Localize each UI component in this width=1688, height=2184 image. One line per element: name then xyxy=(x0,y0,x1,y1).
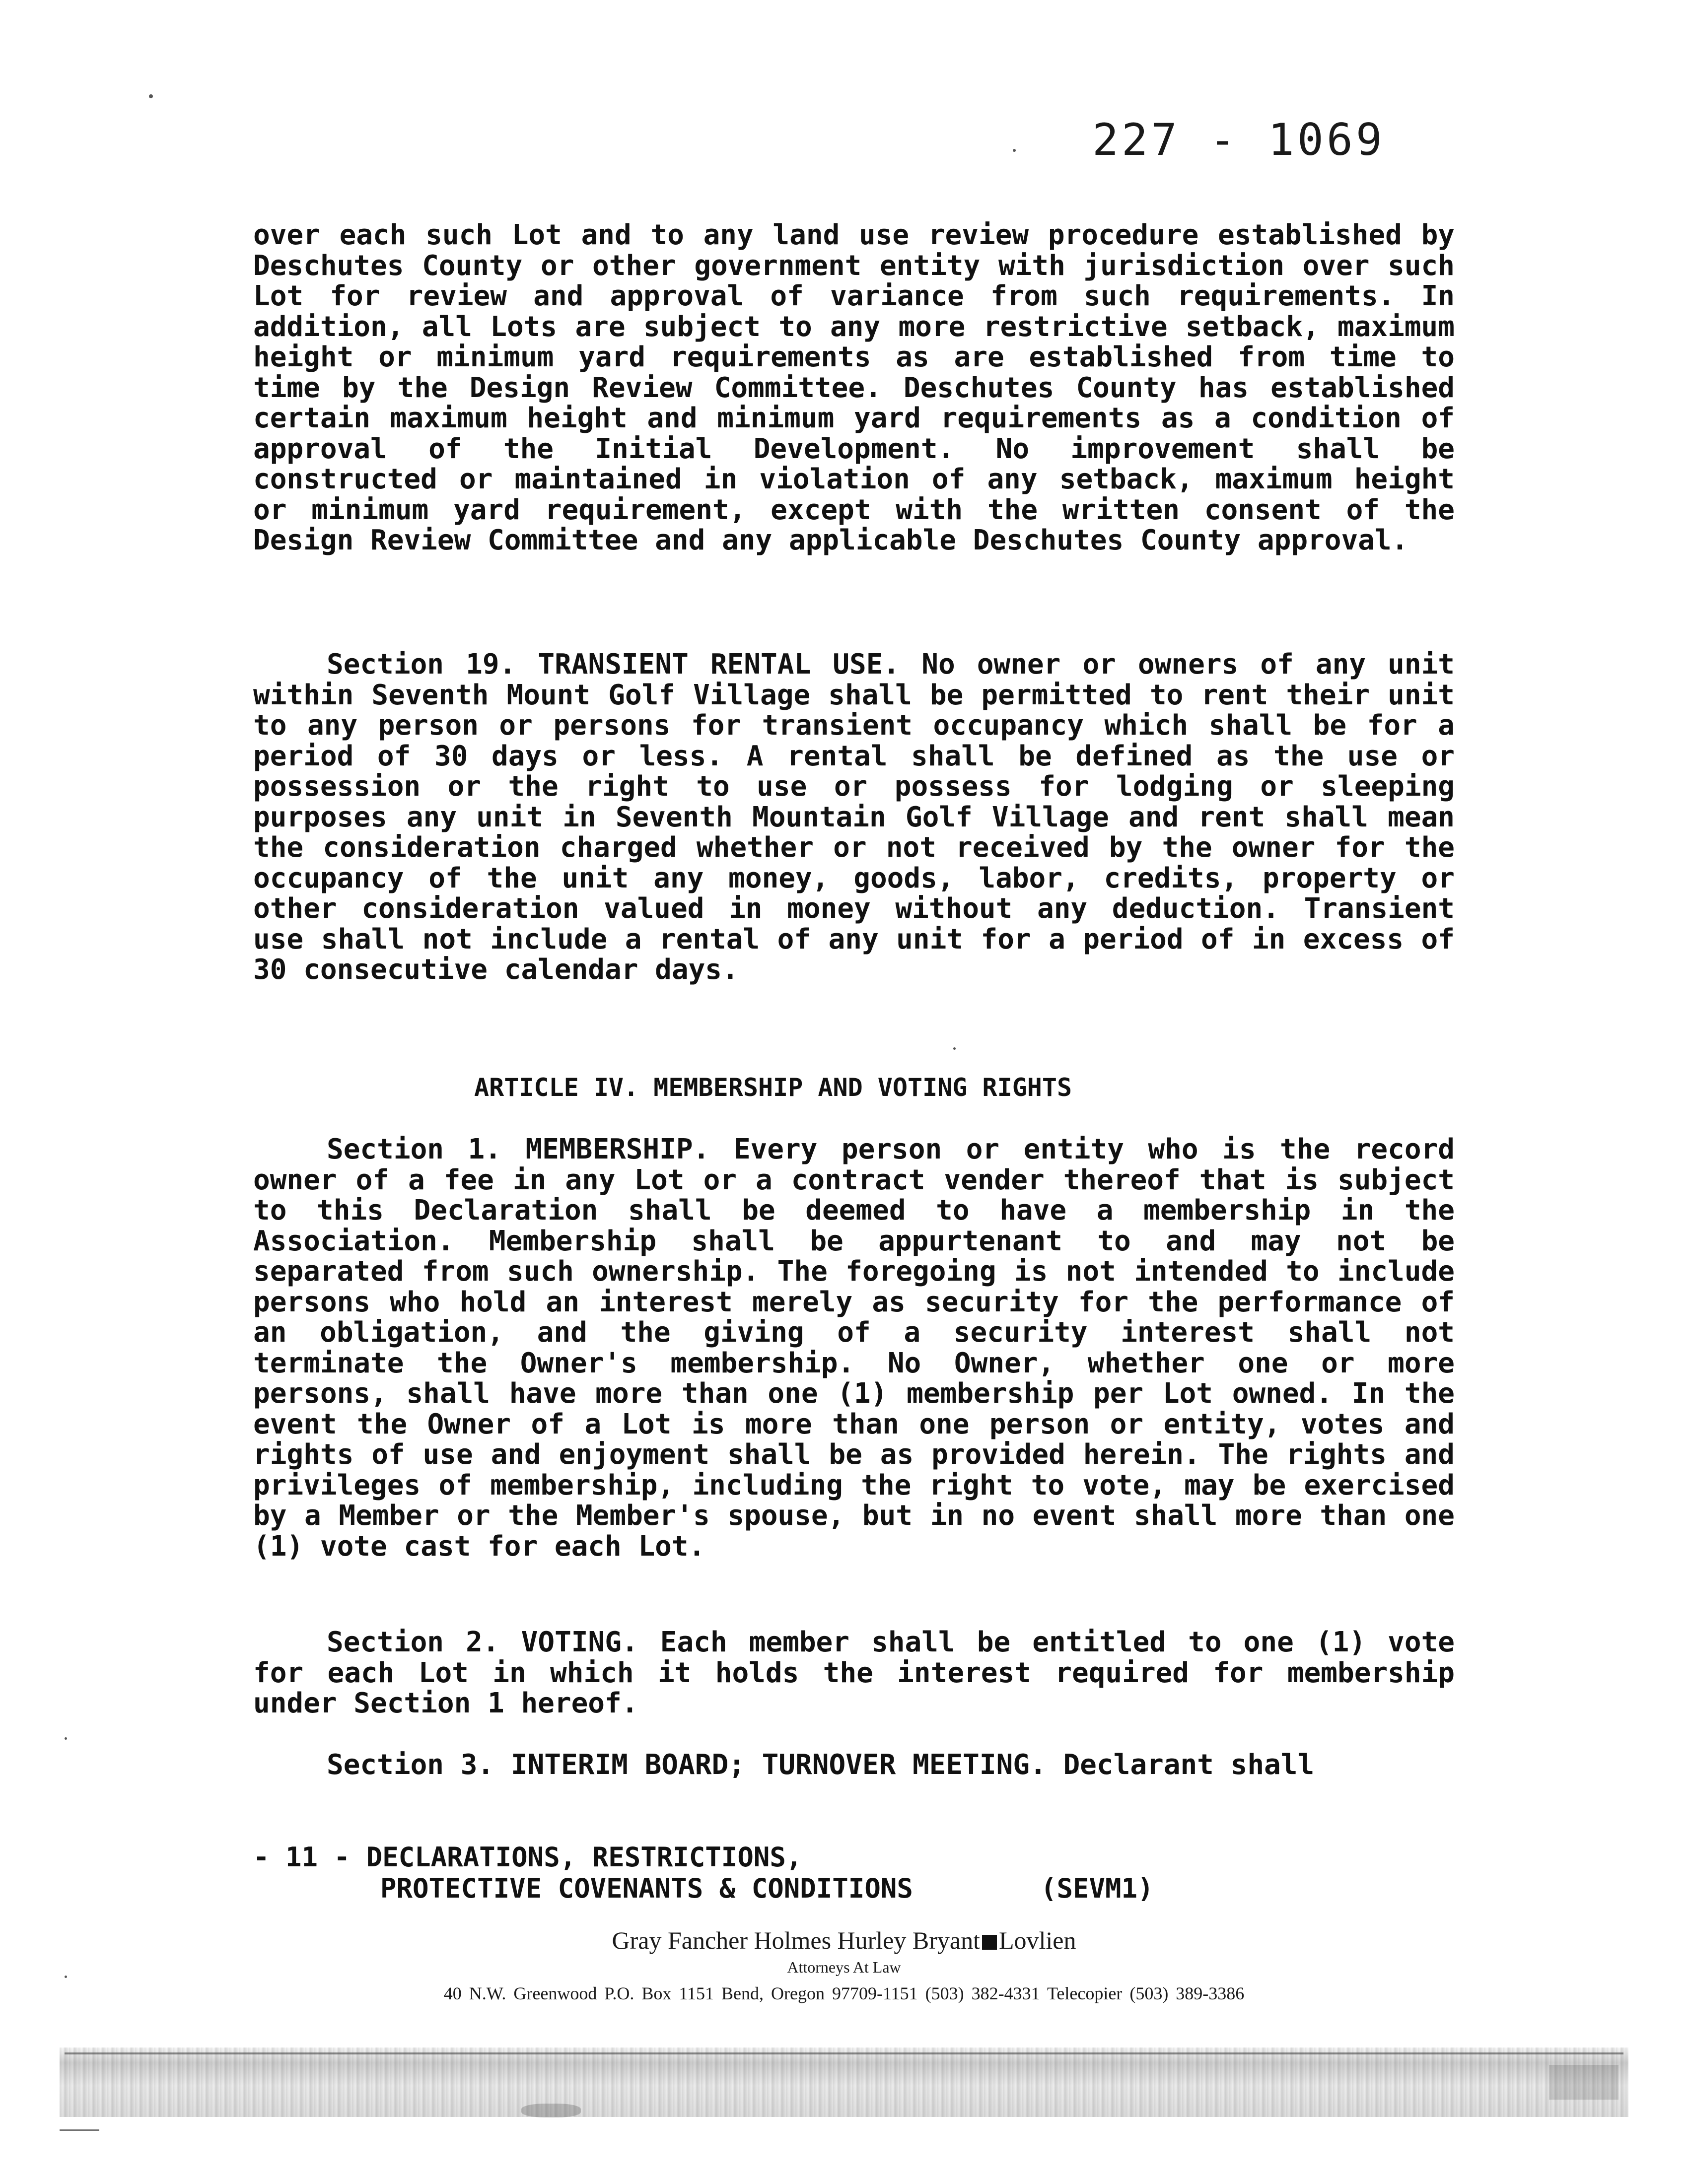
scan-artifact-mark xyxy=(60,2129,99,2131)
law-firm-name-right: Lovlien xyxy=(998,1926,1076,1954)
section-3-paragraph: Section 3. INTERIM BOARD; TURNOVER MEETING. Declarant shall xyxy=(327,1749,1315,1781)
scan-artifact-band xyxy=(60,2048,1628,2117)
footer-document-title xyxy=(253,1842,1154,1904)
page-number: 227 - 1069 xyxy=(1092,114,1385,165)
scan-speck xyxy=(65,1976,67,1978)
scan-speck xyxy=(149,94,153,98)
scan-artifact-line xyxy=(65,2052,1623,2054)
law-firm-name-left: Gray Fancher Holmes Hurley Bryant xyxy=(612,1926,980,1954)
law-firm-subtitle: Attorneys At Law xyxy=(787,1958,901,1976)
footer-doc-code: (SEVM1) xyxy=(1041,1873,1154,1904)
firm-logo-square-icon xyxy=(982,1935,997,1950)
scan-artifact-smudge xyxy=(1549,2065,1618,2100)
section-1-paragraph: Section 1. MEMBERSHIP. Every person or entity who is the record owner of a fee in any Lot or a contract vender thereof that is subject to this Declaration shall be deemed to have a membership in the Association. Membership shall be appurtenant to and may not be separated from such ownership. The foregoing is not intended to include persons who hold an interest merely as security for the performance of an obligation, and the giving of a security interest shall not terminate the Owner's membership. No Owner, whether one or more persons, shall have more than one (1) membership per Lot owned. In the event the Owner of a Lot is more than one person or entity, votes and rights of use and enjoyment shall be as provided herein. The rights and privileges of membership, including the right to vote, may be exercised by a Member or the Member's spouse, but in no event shall more than one (1) vote cast for each Lot. xyxy=(253,1133,1455,1563)
scan-speck xyxy=(1013,149,1016,152)
footer-page-label: - 11 - DECLARATIONS, RESTRICTIONS, xyxy=(253,1842,802,1873)
footer-title-line-2: PROTECTIVE COVENANTS & CONDITIONS xyxy=(380,1873,913,1904)
scan-artifact-smudge xyxy=(521,2104,581,2117)
law-firm-address: 40 N.W. Greenwood P.O. Box 1151 Bend, Oregon 97709-1151 (503) 382-4331 Telecopier (503) 389-3386 xyxy=(443,1983,1245,2003)
scan-speck xyxy=(953,1047,956,1050)
section-2-paragraph: Section 2. VOTING. Each member shall be entitled to one (1) vote for each Lot in which it holds the interest required for membership under Section 1 hereof. xyxy=(253,1626,1455,1719)
section-19-paragraph: Section 19. TRANSIENT RENTAL USE. No owner or owners of any unit within Seventh Mount Golf Village shall be permitted to rent their unit to any person or persons for transient occupancy which shall be for a period of 30 days or less. A rental shall be defined as the use or possession or the right to use or possess for lodging or sleeping purposes any unit in Seventh Mountain Golf Village and rent shall mean the consideration charged whether or not received by the owner for the occupancy of the unit any money, goods, labor, credits, property or other consideration valued in money without any deduction. Transient use shall not include a rental of any unit for a period of in excess of 30 consecutive calendar days. xyxy=(253,648,1455,986)
setback-continuation-paragraph: over each such Lot and to any land use review procedure established by Deschutes County or other government entity with jurisdiction over such Lot for review and approval of variance from such requirements. In addition, all Lots are subject to any more restrictive setback, maximum height or minimum yard requirements as are established from time to time by the Design Review Committee. Deschutes County has established certain maximum height and minimum yard requirements as a condition of approval of the Initial Development. No improvement shall be constructed or maintained in violation of any setback, maximum height or minimum yard requirement, except with the written consent of the Design Review Committee and any applicable Deschutes County approval. xyxy=(253,219,1455,556)
law-firm-name xyxy=(0,1926,1688,1955)
article-iv-heading: ARTICLE IV. MEMBERSHIP AND VOTING RIGHTS xyxy=(474,1073,1072,1102)
scan-speck xyxy=(65,1737,67,1740)
